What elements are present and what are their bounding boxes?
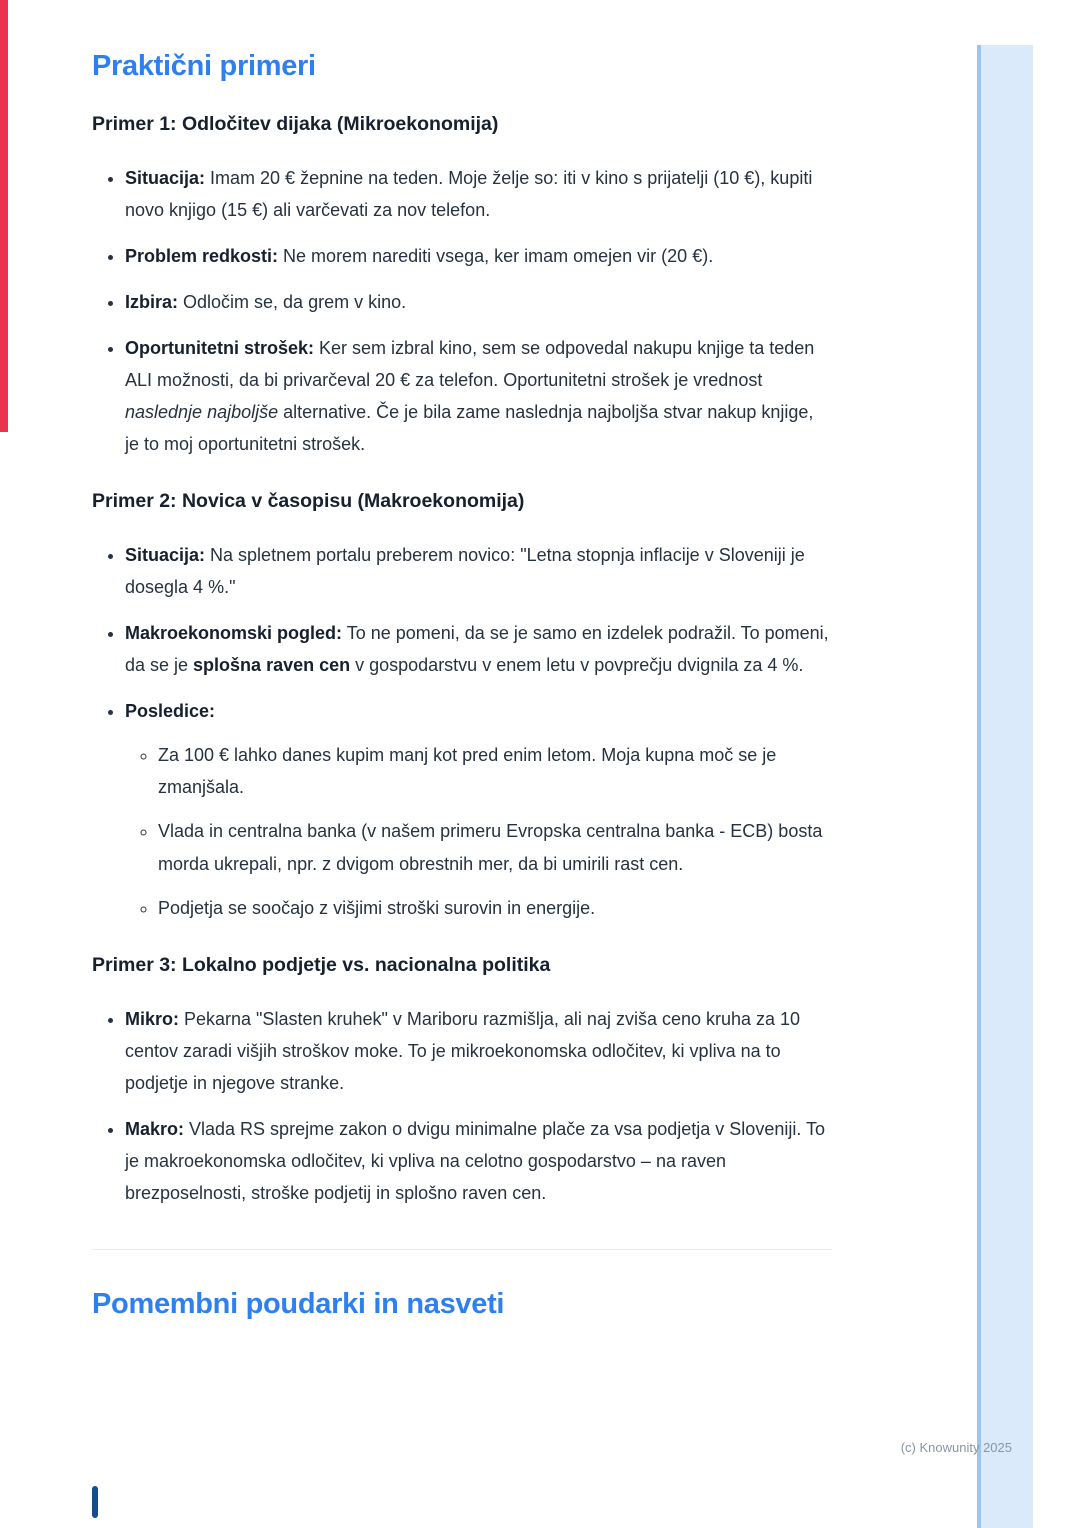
- callout-accent-bar: [92, 1486, 98, 1518]
- red-accent-bar: [0, 0, 8, 432]
- bold-text: Situacija:: [125, 545, 206, 566]
- example-heading: Primer 3: Lokalno podjetje vs. nacionalna politika: [92, 953, 551, 976]
- body-text: Pekarna "Slasten kruhek" v Mariboru razmišlja, ali naj zviša ceno kruha za 10 centov zaradi višjih stroškov moke. To je mikroekonomska odločitev, ki vpliva na to podjetje in njegove stranke.: [125, 1008, 801, 1093]
- list-item: [158, 892, 832, 924]
- body-text: Na spletnem portalu preberem novico: "Letna stopnja inflacije v Sloveniji je dosegla 4 %.": [125, 545, 805, 598]
- body-text: Podjetja se soočajo z višjimi stroški surovin in energije.: [158, 897, 596, 918]
- bold-text: Problem redkosti:: [125, 246, 279, 267]
- example-heading: Primer 1: Odločitev dijaka (Mikroekonomija): [92, 113, 499, 135]
- list-item: [125, 162, 832, 226]
- body-text: Vlada RS sprejme zakon o dvigu minimalne plače za vsa podjetja v Sloveniji. To je makroekonomska odločitev, ki vpliva na celotno gospodarstvo – na raven brezposelnosti, stroške podjetij in splošno raven cen.: [125, 1118, 826, 1203]
- body-text: alternative. Če je bila zame naslednja najboljša stvar nakup knjige, je to moj oportunitetni strošek.: [125, 402, 814, 455]
- list-item: [125, 286, 832, 318]
- bold-text: splošna raven cen: [193, 655, 351, 676]
- list-item: [158, 815, 832, 879]
- bold-text: Oportunitetni strošek:: [125, 338, 315, 359]
- section-title: Pomembni poudarki in nasveti: [92, 1287, 505, 1320]
- copyright-credit: (c) Knowunity 2025: [900, 1440, 1012, 1455]
- bold-text: Posledice:: [125, 701, 216, 722]
- bold-text: Mikro:: [125, 1008, 179, 1029]
- list-item: [125, 1113, 832, 1209]
- bullet-list: [92, 539, 832, 923]
- scrollbar-thumb[interactable]: [977, 45, 981, 1528]
- body-text: To ne pomeni, da se je samo en izdelek podražil. To pomeni, da se je: [125, 623, 829, 676]
- list-item: [125, 332, 832, 460]
- section-title: Praktični primeri: [92, 50, 316, 82]
- example-heading: Primer 2: Novica v časopisu (Makroekonomija): [92, 490, 525, 513]
- sub-bullet-list: [125, 739, 832, 923]
- italic-text: naslednje najboljše: [125, 402, 279, 423]
- list-item: [125, 1003, 832, 1099]
- bullet-list: [92, 1003, 832, 1209]
- body-text: Odločim se, da grem v kino.: [178, 292, 407, 313]
- bold-text: Situacija:: [125, 168, 206, 188]
- bold-text: Izbira:: [125, 292, 179, 313]
- section-divider: [92, 1249, 832, 1250]
- bold-text: Makroekonomski pogled:: [125, 623, 343, 644]
- list-item: [158, 739, 832, 803]
- list-item: [125, 617, 832, 681]
- body-text: Vlada in centralna banka (v našem primeru Evropska centralna banka - ECB) bosta morda ukrepali, npr. z dvigom obrestnih mer, da bi umirili rast cen.: [158, 821, 823, 874]
- body-text: Za 100 € lahko danes kupim manj kot pred enim letom. Moja kupna moč se je zmanjšala.: [158, 745, 777, 798]
- bullet-list: [92, 162, 832, 460]
- body-text: Ker sem izbral kino, sem se odpovedal nakupu knjige ta teden ALI možnosti, da bi privarčeval 20 € za telefon. Oportunitetni strošek je vrednost: [125, 338, 815, 391]
- body-text: Ne morem narediti vsega, ker imam omejen vir (20 €).: [278, 246, 714, 267]
- list-item: [125, 539, 832, 603]
- list-item: [125, 240, 832, 272]
- body-text: Imam 20 € žepnine na teden. Moje želje so: iti v kino s prijatelji (10 €), kupiti novo knjigo (15 €) ali varčevati za nov telefon.: [125, 168, 813, 221]
- bold-text: Makro:: [125, 1118, 185, 1139]
- list-item: [125, 695, 832, 923]
- right-scroll-strip[interactable]: [977, 45, 1033, 1528]
- body-text: v gospodarstvu v enem letu v povprečju dvignila za 4 %.: [350, 655, 804, 676]
- document-content: [92, 0, 832, 1321]
